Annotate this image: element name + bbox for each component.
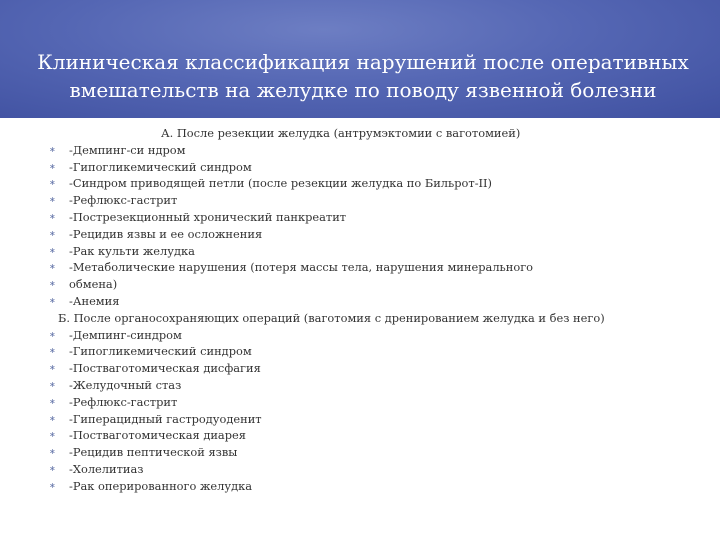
section-a-list-item-text: -Анемия (69, 293, 120, 308)
bullet-asterisk-icon: ∗ (49, 379, 56, 389)
section-b-list-item (0, 343, 720, 360)
section-a-list-item-text: -Метаболические нарушения (потеря массы тела, нарушения минерального (69, 260, 534, 275)
section-b-list-item (0, 478, 720, 495)
bullet-asterisk-icon: ∗ (49, 363, 56, 373)
section-a-list-item-text: -Рак культи желудка (69, 243, 195, 258)
section-a-list-item (0, 243, 720, 260)
section-b-list-item-text: -Желудочный стаз (69, 377, 182, 392)
section-a-list-item (0, 209, 720, 226)
bullet-asterisk-icon: ∗ (49, 144, 56, 154)
slide-title-line-2: вмешательств на желудке по поводу язвенной болезни (69, 78, 657, 102)
title-banner (0, 0, 720, 118)
section-a-list-item (0, 175, 720, 192)
section-b-list-item (0, 360, 720, 377)
bullet-asterisk-icon: ∗ (49, 480, 56, 490)
section-b-list-item (0, 427, 720, 444)
section-b-list-item-text: -Демпинг-синдром (69, 327, 182, 342)
bullet-asterisk-icon: ∗ (49, 211, 56, 221)
section-b-list-item-text: -Гиперацидный гастродуоденит (69, 411, 262, 426)
bullet-asterisk-icon: ∗ (49, 346, 56, 356)
section-a-list-item (0, 226, 720, 243)
section-a-list-item-text: обмена) (69, 277, 118, 292)
bullet-asterisk-icon: ∗ (49, 195, 56, 205)
section-a-items (0, 142, 720, 310)
section-b-list-item (0, 444, 720, 461)
section-a-list-item (0, 192, 720, 209)
bullet-asterisk-icon: ∗ (49, 279, 56, 289)
bullet-asterisk-icon: ∗ (49, 178, 56, 188)
section-a-list-item-text: -Гипогликемический синдром (69, 159, 252, 174)
bullet-asterisk-icon: ∗ (49, 413, 56, 423)
bullet-asterisk-icon: ∗ (49, 161, 56, 171)
bullet-asterisk-icon: ∗ (49, 228, 56, 238)
section-b-list-item (0, 461, 720, 478)
bullet-asterisk-icon: ∗ (49, 447, 56, 457)
section-b-list-item-text: -Постваготомическая дисфагия (69, 361, 261, 376)
section-b-list-item-text: -Рак оперированного желудка (69, 478, 253, 493)
section-b-list-item-text: -Холелитиаз (69, 461, 144, 476)
section-b-list-item-text: -Рецидив пептической язвы (69, 445, 238, 460)
section-a-list-item-text: -Рецидив язвы и ее осложнения (69, 226, 263, 241)
bullet-asterisk-icon: ∗ (49, 262, 56, 272)
section-b-list-item (0, 327, 720, 344)
section-a-list-item-text: -Демпинг-си ндром (69, 142, 186, 157)
slide-title-line-1: Клиническая классификация нарушений после оперативных (37, 50, 689, 74)
section-a-list-item (0, 142, 720, 159)
section-a-list-item (0, 259, 720, 276)
section-b-list-item (0, 377, 720, 394)
section-a-list-item (0, 159, 720, 176)
section-a-list-item (0, 293, 720, 310)
section-a-list-item-text: -Пострезекционный хронический панкреатит (69, 209, 347, 224)
bullet-asterisk-icon: ∗ (49, 329, 56, 339)
section-b-list-item (0, 394, 720, 411)
section-b-list-item-text: -Рефлюкс-гастрит (69, 394, 178, 409)
slide-title (18, 48, 708, 104)
bullet-asterisk-icon: ∗ (49, 295, 56, 305)
section-b-items (0, 327, 720, 495)
section-a-list-item-text: -Синдром приводящей петли (после резекции желудка по Бильрот-II) (69, 176, 492, 191)
section-b-list-item-text: -Постваготомическая диарея (69, 428, 246, 443)
bullet-asterisk-icon: ∗ (49, 430, 56, 440)
section-b-heading: Б. После органосохраняющих операций (ваготомия с дренированием желудка и без него) (58, 310, 605, 325)
classification-list (0, 125, 720, 495)
section-a-heading: А. После резекции желудка (антрумэктомии с ваготомией) (161, 126, 521, 140)
section-a-list-item-text: -Рефлюкс-гастрит (69, 193, 178, 208)
section-b-list-item (0, 411, 720, 428)
bullet-asterisk-icon: ∗ (49, 396, 56, 406)
section-b-list-item-text: -Гипогликемический синдром (69, 344, 252, 359)
bullet-asterisk-icon: ∗ (49, 245, 56, 255)
bullet-asterisk-icon: ∗ (49, 463, 56, 473)
section-a-list-item (0, 276, 720, 293)
